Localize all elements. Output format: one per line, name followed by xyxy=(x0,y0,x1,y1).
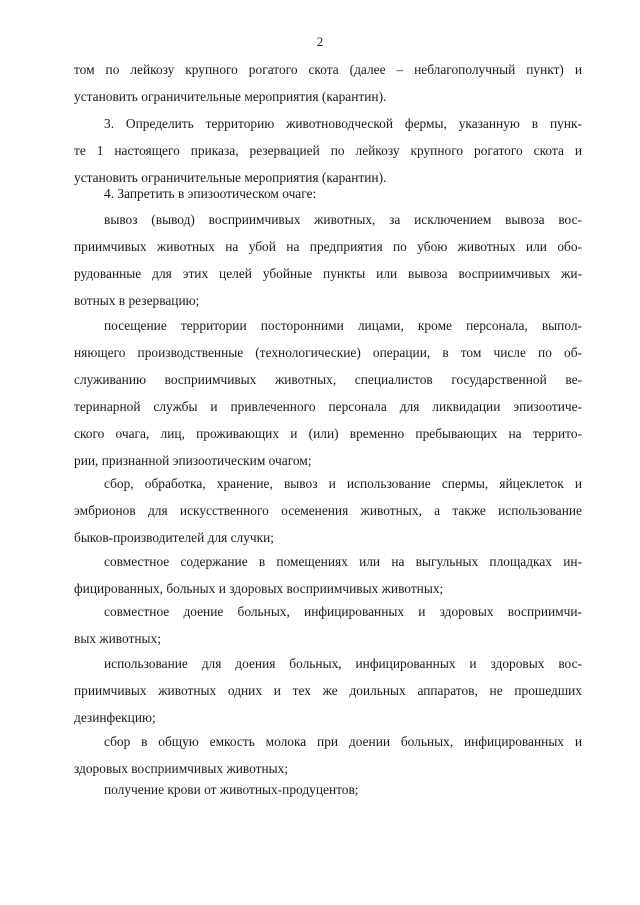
text-line: совместное доение больных, инфицированных и здоровых восприимчи- xyxy=(104,604,582,619)
text-line: здоровых восприимчивых животных; xyxy=(74,761,289,776)
text-line: том по лейкозу крупного рогатого скота (далее – неблагополучный пункт) и xyxy=(74,62,582,77)
paragraph-ban-semen xyxy=(74,470,582,551)
text-line: совместное содержание в помещениях или на выгульных площадках ин- xyxy=(104,554,582,569)
text-line: те 1 настоящего приказа, резервацией по лейкозу крупного рогатого скота и xyxy=(74,143,582,158)
text-line: няющего производственные (технологические) операции, в том числе по об- xyxy=(74,345,582,360)
text-line: быков-производителей для случки; xyxy=(74,530,275,545)
paragraph-ban-blood xyxy=(74,776,582,803)
text-line: 4. Запретить в эпизоотическом очаге: xyxy=(104,186,317,201)
paragraph-ban-visits xyxy=(74,312,582,474)
text-line: сбор в общую емкость молока при доении больных, инфицированных и xyxy=(104,734,582,749)
text-line: рудованные для этих целей убойные пункты или вывоза восприимчивых жи- xyxy=(74,266,582,281)
text-line: получение крови от животных-продуцентов; xyxy=(104,782,359,797)
text-line: эмбрионов для искусственного осеменения животных, а также использование xyxy=(74,503,582,518)
text-line: посещение территории посторонними лицами, кроме персонала, выпол- xyxy=(104,318,582,333)
paragraph-item-3 xyxy=(74,110,582,191)
paragraph-ban-export xyxy=(74,206,582,314)
text-line: установить ограничительные мероприятия (карантин). xyxy=(74,89,387,104)
text-line: использование для доения больных, инфицированных и здоровых вос- xyxy=(104,656,582,671)
paragraph-ban-joint-milking xyxy=(74,598,582,652)
text-line: вывоз (вывод) восприимчивых животных, за исключением вывоза вос- xyxy=(104,212,582,227)
paragraph-ban-milking-machines xyxy=(74,650,582,731)
text-line: приимчивых животных одних и тех же доильных аппаратов, не прошедших xyxy=(74,683,582,698)
text-line: рии, признанной эпизоотическим очагом; xyxy=(74,453,312,468)
text-line: вых животных; xyxy=(74,631,161,646)
text-line: служиванию восприимчивых животных, специалистов государственной ве- xyxy=(74,372,582,387)
text-line: ского очага, лиц, проживающих и (или) временно пребывающих на террито- xyxy=(74,426,582,441)
page-number: 2 xyxy=(316,34,324,49)
text-line: теринарной службы и привлеченного персонала для ликвидации эпизоотиче- xyxy=(74,399,582,414)
text-line: приимчивых животных на убой на предприятия по убою животных или обо- xyxy=(74,239,582,254)
paragraph-continuation xyxy=(74,56,582,110)
paragraph-item-4 xyxy=(74,180,582,207)
text-line: дезинфекцию; xyxy=(74,710,156,725)
paragraph-ban-milk-collection xyxy=(74,728,582,782)
text-line: установить ограничительные мероприятия (карантин). xyxy=(74,170,387,185)
text-line: фицированных, больных и здоровых восприимчивых животных; xyxy=(74,581,444,596)
text-line: сбор, обработка, хранение, вывоз и использование спермы, яйцеклеток и xyxy=(104,476,582,491)
text-line: вотных в резервацию; xyxy=(74,293,200,308)
paragraph-ban-joint-keeping xyxy=(74,548,582,602)
text-line: 3. Определить территорию животноводческой фермы, указанную в пунк- xyxy=(104,116,582,131)
